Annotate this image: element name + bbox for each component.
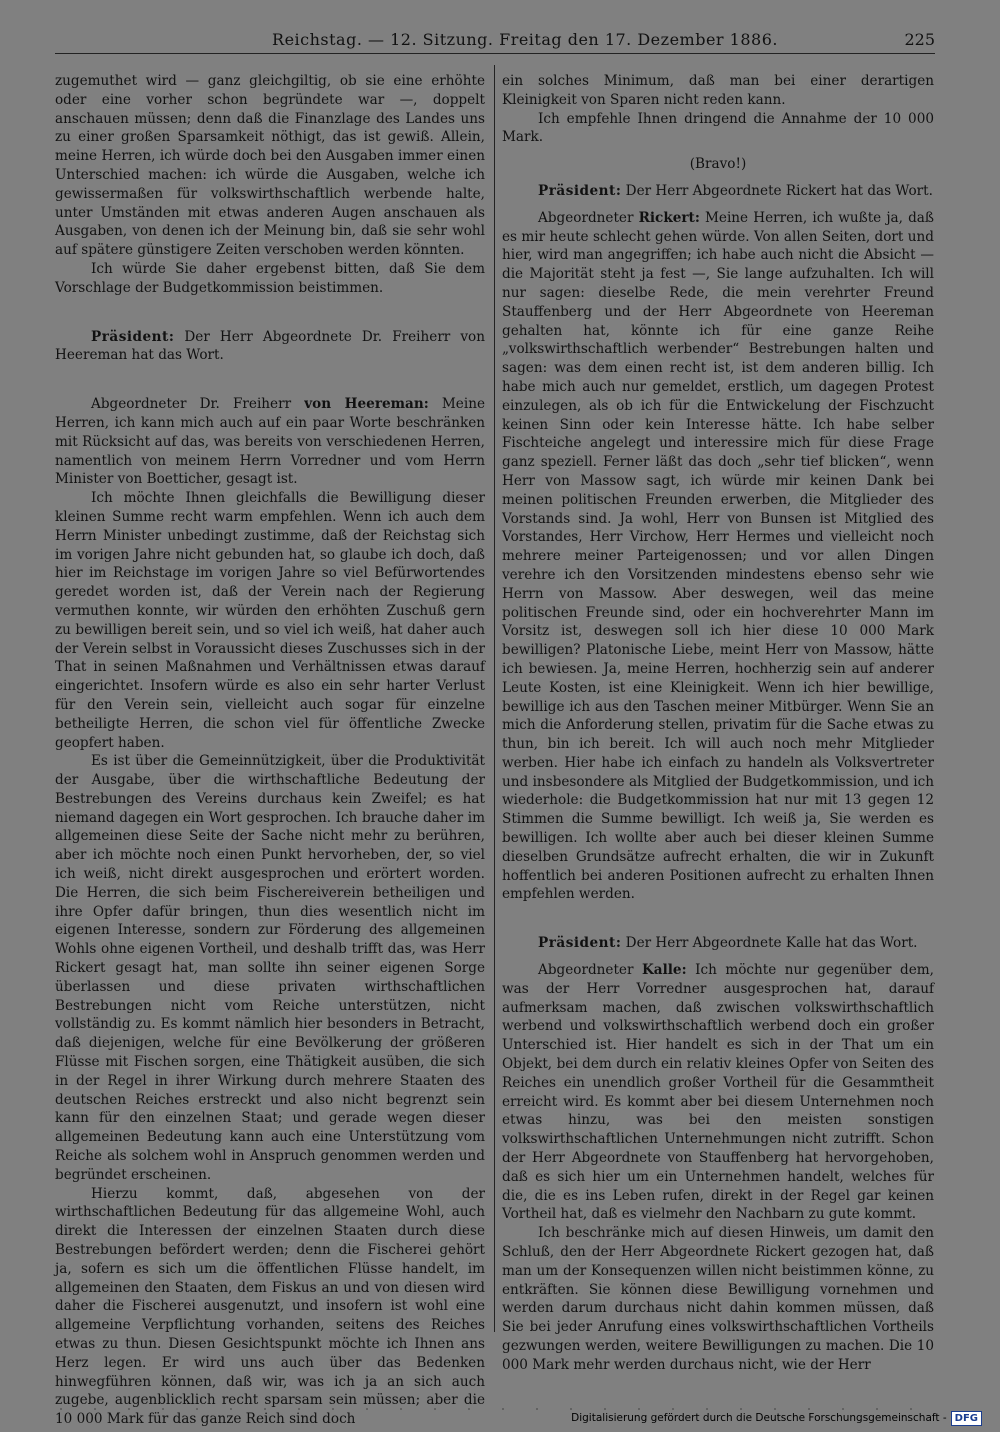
header-rule — [55, 53, 935, 54]
speech-text: Meine Herren, ich kann mich auch auf ein paar Worte beschränken mit Rücksicht auf das, was bereits von verschiedenen Herren, namentlich von meinem Herrn Vorredner und vom Herrn Minister von Boetticher, gesagt ist. — [55, 396, 485, 488]
speaker-name: Kalle: — [641, 962, 687, 979]
president-statement — [502, 182, 934, 201]
president-label: Präsident: — [538, 182, 622, 199]
page-number: 225 — [904, 30, 935, 49]
paragraph: Es ist über die Gemeinnützigkeit, über die Produktivität der Ausgabe, über die wirthschaftliche Bedeutung der Bestrebungen des Vereins durchaus kein Zweifel; es hat niemand dagegen ein Wort gesprochen. Ich brauche daher im allgemeinen diese Seite der Sache nicht mehr zu berühren, aber ich möchte noch einen Punkt hervorheben, der, so viel ich weiß, nicht direkt ausgesprochen und erörtert worden. Die Herren, die sich beim Fischereiverein betheiligen und ihre Opfer dafür bringen, thun dies wesentlich nicht im eigenen Interesse, sondern zur Förderung des allgemeinen Wohls ohne eigenen Vortheil, und deshalb trifft das, was Herr Rickert gesagt hat, man sollte ihn seiner eigenen Sorge überlassen und diese privaten wirthschaftlichen Bestrebungen nicht vom Reiche unterstützen, nicht vollständig zu. Es kommt nämlich hier besonders in Betracht, daß diejenigen, welche für eine Bevölkerung der größeren Flüsse mit Fischen sorgen, eine Thätigkeit ausüben, die sich in der Regel in ihrer Wirkung durch mehrere Staaten des deutschen Reiches erstreckt und also nicht begrenzt sein kann für den einzelnen Staat; und gerade wegen dieser allgemeinen Bedeutung kann auch eine Unterstützung vom Reiche als solchem wohl in Anspruch genommen werden und begründet erscheinen. — [55, 753, 485, 1183]
paragraph: ein solches Minimum, daß man bei einer derartigen Kleinigkeit von Sparen nicht reden kann. — [502, 73, 934, 108]
president-label: Präsident: — [538, 935, 622, 952]
paragraph: zugemuthet wird — ganz gleichgiltig, ob sie eine erhöhte oder eine vorher schon begründete war —, doppelt anschauen müssen; denn daß die Finanzlage des Landes uns zu einer großen Sparsamkeit nöthigt, das ist gewiß. Allein, meine Herren, ich würde doch bei den Ausgaben immer einen Unterschied machen: ich würde die Ausgaben, welche ich gewissermaßen für volkswirthschaftlich werbende halte, unter Umständen mit etwas anderen Augen anschauen als Ausgaben, von denen ich der Meinung bin, daß sie sehr wohl auf spätere günstigere Zeiten verschoben werden könnten. — [55, 73, 485, 259]
president-text: Der Herr Abgeordnete Kalle hat das Wort. — [621, 935, 918, 952]
paragraph: Ich beschränke mich auf diesen Hinweis, um damit den Schluß, den der Herr Abgeordnete Rickert gezogen hat, daß man um der Konsequenzen willen nicht beistimmen könne, zu entkräften. Sie können diese Bewilligung vornehmen und werden darum durchaus nicht dahin kommen müssen, daß Sie bei jeder Anrufung eines volkswirthschaftlichen Vortheils gezwungen werden, weitere Bewilligungen zu machen. Die 10 000 Mark mehr werden durchaus nicht, wie der Herr — [502, 1225, 934, 1373]
footer-credit — [571, 1410, 982, 1426]
column-divider — [494, 65, 495, 1332]
dfg-logo-icon: DFG — [951, 1411, 982, 1426]
speaker-prefix: Abgeordneter — [538, 209, 639, 226]
right-column — [502, 72, 934, 1375]
paragraph: Ich möchte Ihnen gleichfalls die Bewilligung dieser kleinen Summe recht warm empfehlen. Wenn ich auch dem Herrn Minister unbedingt zustimme, daß der Reichstag sich im vorigen Jahre nicht gebunden hat, so glaube ich doch, daß hier im Reichstage im vorigen Jahre so viel Befürwortendes geredet worden ist, daß der Verein nach der Regierung vermuthen konnte, wir würden den erhöhten Zuschuß gern zu bewilligen bereit sein, und so viel ich weiß, hat daher auch der Verein selbst in Voraussicht dieses Zuschusses sich in der That in seinen Maßnahmen und Verhältnissen etwas darauf eingerichtet. Insofern würde es also ein sehr harter Verlust für den Verein sein, vielleicht auch sogar für einzelne betheiligte Herren, die schon viel für öffentliche Zwecke geopfert haben. — [55, 490, 485, 751]
paragraph: Ich empfehle Ihnen dringend die Annahme der 10 000 Mark. — [502, 110, 934, 146]
speech-text: Ich möchte nur gegenüber dem, was der Herr Vorredner ausgesprochen hat, darauf aufmerksam machen, daß zwischen volkswirthschaftlich werbend und volkswirthschaftlich werbend doch ein großer Unterschied ist. Hier handelt es sich in der That um ein Objekt, bei dem durch ein relativ kleines Opfer von Seiten des Reiches ein unendlich großer Vortheil für die Gesammtheit erreicht wird. Es kommt aber bei diesem Unternehmen noch etwas hinzu, was bei den meisten sonstigen volkswirthschaftlichen Unternehmungen nicht zutrifft. Schon der Herr Abgeordnete von Stauffenberg hat hervorgehoben, daß es sich hier um ein Unternehmen handelt, welches für die, die es ins Leben rufen, direkt in der Regel gar keinen Vortheil hat, daß es vielmehr den Nachbarn zu gute kommt. — [502, 962, 934, 1223]
speaker-prefix: Abgeordneter Dr. Freiherr — [91, 396, 305, 413]
footer-text: Digitalisierung gefördert durch die Deutsche Forschungsgemeinschaft - — [571, 1412, 947, 1424]
president-statement — [502, 934, 934, 953]
speaker-prefix: Abgeordneter — [538, 962, 642, 979]
speaker-name: von Heereman: — [304, 396, 429, 413]
speaker-paragraph — [502, 961, 934, 1224]
speech-text: Meine Herren, ich wußte ja, daß es mir heute schlecht gehen würde. Von allen Seiten, dort und hier, wird man angegriffen; ich habe auch nicht die Absicht — die Majorität steht ja fest —, Sie lange aufzuhalten. Ich will nur sagen: dieselbe Rede, die mein verehrter Freund Stauffenberg und der Herr Abgeordnete von Heereman gehalten hat, könnte ich für eine ganze Reihe „volkswirthschaftlich werbender“ Bestrebungen halten und sagen: was dem einen recht ist, ist dem anderen billig. Ich habe mich auch nur gemeldet, erstlich, um dagegen Protest einzulegen, als ob ich für die Entwickelung der Fischzucht keinen Sinn oder kein Interesse hätte. Ich habe selber Fischteiche angelegt und interessire mich für diese Frage ganz speziell. Ferner läßt das doch „sehr tief blicken“, wenn Herr von Massow sagt, ich würde mir keinen Dank bei meinen politischen Freunden erwerben, die Mitglieder des Vorstands sind. Ja wohl, Herr von Bunsen ist Mitglied des Vorstandes, Herr Virchow, Herr Hermes und vielleicht noch mehrere meiner Parteigenossen; und vor allen Dingen verehre ich den Vorsitzenden mindestens ebenso sehr wie Herrn von Massow. Aber deswegen, weil das meine politischen Freunde sind, oder ein hochverehrter Mann im Vorsitz ist, deswegen soll ich hier diese 10 000 Mark bewilligen? Platonische Liebe, meint Herr von Massow, hätte ich bewiesen. Ja, meine Herren, hochherzig sein auf anderer Leute Kosten, ist eine Kleinigkeit. Wenn ich hier bewillige, bewillige ich aus den Taschen meiner Mitbürger. Wenn Sie an mich die Anforderung stellen, privatim für die Sache etwas zu thun, bin ich bereit. Ich will auch noch mehr Mitglieder werben. Hier habe ich einfach zu handeln als Volksvertreter und insbesondere als Mitglied der Budgetkommission, und ich wiederhole: die Budgetkommission hat nur mit 13 gegen 12 Stimmen die Summe bewilligt. Ich weiß ja, Sie werden es bewilligen. Ich wollte aber auch bei dieser kleinen Summe dieselben Grundsätze aufrecht erhalten, die wir in Zukunft hoffentlich bei anderen Positionen aufrecht zu erhalten Ihnen empfehlen werden. — [502, 209, 934, 903]
running-header — [55, 30, 935, 50]
president-text: Der Herr Abgeordnete Rickert hat das Wort. — [621, 182, 933, 199]
president-text: Der Herr Abgeordnete Dr. Freiherr von Heereman hat das Wort. — [55, 328, 485, 364]
left-column — [55, 72, 485, 1429]
speaker-paragraph — [502, 209, 934, 904]
interjection: (Bravo!) — [689, 156, 747, 173]
speaker-name: Rickert: — [638, 209, 700, 226]
president-statement — [55, 328, 485, 366]
president-label: Präsident: — [91, 328, 175, 345]
header-title: Reichstag. — 12. Sitzung. Freitag den 17. Dezember 1886. — [272, 30, 778, 49]
paragraph: Hierzu kommt, daß, abgesehen von der wirthschaftlichen Bedeutung für das allgemeine Wohl, auch direkt die Interessen der einzelnen Staaten durch diese Bestrebungen befördert werden; denn die Fischerei gehört ja, sofern es sich um die öffentlichen Flüsse handelt, im allgemeinen den Staaten, dem Fiskus an und von diesen wird daher die Fischerei ausgenutzt, und insofern ist wohl eine allgemeine Verpflichtung vorhanden, seitens des Reiches etwas zu thun. Diesen Gesichtspunkt möchte ich Ihnen ans Herz legen. Er wird uns auch über das Bedenken hinwegführen können, daß wir, was ich ja an sich auch zugebe, augenblicklich recht sparsam sein müssen; aber die 10 000 Mark für das ganze Reich sind doch — [55, 1185, 485, 1428]
paragraph: Ich würde Sie daher ergebenst bitten, daß Sie dem Vorschlage der Budgetkommission beistimmen. — [55, 260, 485, 296]
speaker-paragraph — [55, 395, 485, 489]
